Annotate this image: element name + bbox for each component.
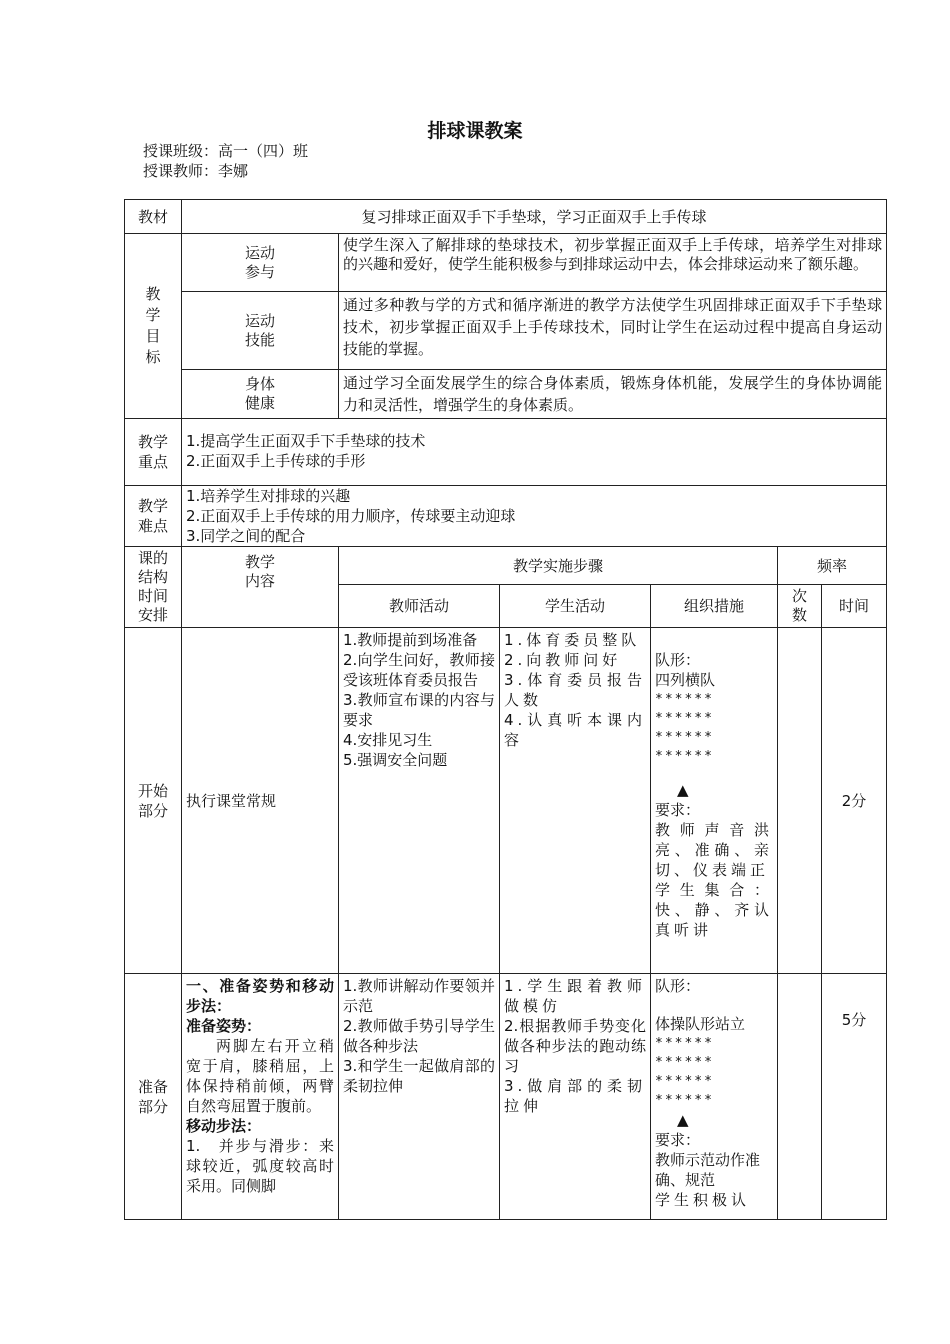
difficulty-item: 3.同学之间的配合 <box>186 527 306 545</box>
material-row <box>125 200 887 234</box>
organization-cell <box>651 628 778 974</box>
lesson-row <box>125 628 887 974</box>
header-teacher-activity: 教师活动 <box>339 585 500 628</box>
teacher-step: 1.教师讲解动作要领并示范 <box>343 977 495 1015</box>
teacher-info: 授课教师：李娜 <box>143 162 249 180</box>
content-subheading: 移动步法： <box>186 1117 262 1135</box>
requirement-text: 学生集合：快、静、齐认真听讲 <box>655 881 773 939</box>
goal-row <box>125 234 887 292</box>
header-count: 次数 <box>778 585 822 628</box>
teacher-position-marker: ▲ <box>677 1111 689 1129</box>
focus-row <box>125 419 887 486</box>
requirement-text: 教师声音洪亮、准确、亲切、仪表端正 <box>655 821 773 879</box>
goals-label: 教学目标 <box>125 234 182 419</box>
header-organization: 组织措施 <box>651 585 778 628</box>
content-paragraph: 1. 并步与滑步：来球较近，弧度较高时采用。同侧脚 <box>186 1137 334 1195</box>
header-content: 教学内容 <box>182 547 339 628</box>
header-time: 时间 <box>822 585 887 628</box>
goal-name: 身体健康 <box>182 370 339 419</box>
time-cell: 2分 <box>822 628 887 974</box>
formation-stars: ****** <box>655 692 714 707</box>
requirement-text: 教师示范动作准确、规范 <box>655 1151 761 1189</box>
formation-value: 四列横队 <box>655 671 716 689</box>
formation-value: 体操队形站立 <box>655 1015 746 1033</box>
formation-stars: ****** <box>655 1093 714 1108</box>
section-content <box>182 974 339 1220</box>
count-cell <box>778 974 822 1220</box>
lesson-plan-table <box>124 199 887 1220</box>
formation-stars: ****** <box>655 1074 714 1089</box>
student-step: 2.根据教师手势变化做各种步法的跑动练习 <box>504 1017 646 1075</box>
time-cell: 5分 <box>822 974 887 1220</box>
header-frequency: 频率 <box>778 547 887 585</box>
formation-label: 队形： <box>655 651 701 669</box>
focus-item: 2.正面双手上手传球的手形 <box>186 452 366 470</box>
formation-label: 队形： <box>655 977 701 995</box>
formation-stars: ****** <box>655 711 714 726</box>
student-step: 1.体育委员整队 <box>504 631 641 649</box>
teacher-step: 5.强调安全问题 <box>343 751 448 769</box>
difficulty-item: 1.培养学生对排球的兴趣 <box>186 487 351 505</box>
section-content: 执行课堂常规 <box>182 628 339 974</box>
teacher-step: 3.教师宣布课的内容与要求 <box>343 691 495 729</box>
student-step: 1.学生跟着教师做模仿 <box>504 977 646 1015</box>
difficulty-item: 2.正面双手上手传球的用力顺序，传球要主动迎球 <box>186 507 516 525</box>
content-heading: 一、准备姿势和移动步法： <box>186 977 334 1015</box>
material-label: 教材 <box>125 200 182 234</box>
difficulty-label: 教学难点 <box>125 486 182 547</box>
teacher-position-marker: ▲ <box>677 781 689 799</box>
goal-row <box>125 370 887 419</box>
student-step: 3.做肩部的柔韧拉伸 <box>504 1077 646 1115</box>
lesson-row <box>125 974 887 1220</box>
student-step: 4.认真听本课内容 <box>504 711 646 749</box>
teacher-step: 2.教师做手势引导学生做各种步法 <box>343 1017 495 1055</box>
focus-item: 1.提高学生正面双手下手垫球的技术 <box>186 432 426 450</box>
formation-stars: ****** <box>655 1055 714 1070</box>
header-row <box>125 547 887 585</box>
focus-items <box>182 419 887 486</box>
material-value: 复习排球正面双手下手垫球，学习正面双手上手传球 <box>182 200 887 234</box>
requirement-label: 要求： <box>655 1131 701 1149</box>
student-activity <box>500 974 651 1220</box>
formation-stars: ****** <box>655 1036 714 1051</box>
focus-label: 教学重点 <box>125 419 182 486</box>
student-step: 2.向教师问好 <box>504 651 622 669</box>
count-cell <box>778 628 822 974</box>
requirement-label: 要求： <box>655 801 701 819</box>
goal-text: 使学生深入了解排球的垫球技术，初步掌握正面双手上手传球，培养学生对排球的兴趣和爱好，使学生能积极参与到排球运动中去，体会排球运动来了额乐趣。 <box>339 234 887 292</box>
teacher-activity <box>339 974 500 1220</box>
document-title: 排球课教案 <box>427 120 523 142</box>
content-paragraph: 两脚左右开立稍宽于肩，膝稍屈，上体保持稍前倾，两臂自然弯屈置于腹前。 <box>186 1037 334 1115</box>
teacher-step: 3.和学生一起做肩部的柔韧拉伸 <box>343 1057 495 1095</box>
goal-name: 运动参与 <box>182 234 339 292</box>
class-info: 授课班级：高一（四）班 <box>143 142 309 160</box>
goal-name: 运动技能 <box>182 292 339 370</box>
section-label: 开始部分 <box>125 628 182 974</box>
header-steps: 教学实施步骤 <box>339 547 778 585</box>
student-activity <box>500 628 651 974</box>
formation-stars: ****** <box>655 749 714 764</box>
formation-stars: ****** <box>655 730 714 745</box>
header-student-activity: 学生活动 <box>500 585 651 628</box>
teacher-activity <box>339 628 500 974</box>
teacher-step: 4.安排见习生 <box>343 731 433 749</box>
content-subheading: 准备姿势： <box>186 1017 262 1035</box>
goal-row <box>125 292 887 370</box>
teacher-step: 2.向学生问好，教师接受该班体育委员报告 <box>343 651 495 689</box>
requirement-text: 学生积极认 <box>655 1191 751 1209</box>
goal-text: 通过多种教与学的方式和循序渐进的教学方法使学生巩固排球正面双手下手垫球技术，初步掌握正面双手上手传球技术，同时让学生在运动过程中提高自身运动技能的掌握。 <box>339 292 887 370</box>
organization-cell <box>651 974 778 1220</box>
teacher-step: 1.教师提前到场准备 <box>343 631 478 649</box>
goal-text: 通过学习全面发展学生的综合身体素质，锻炼身体机能，发展学生的身体协调能力和灵活性，增强学生的身体素质。 <box>339 370 887 419</box>
section-label: 准备部分 <box>125 974 182 1220</box>
header-structure: 课的结构时间安排 <box>125 547 182 628</box>
difficulty-row <box>125 486 887 547</box>
student-step: 3.体育委员报告人数 <box>504 671 646 709</box>
difficulty-items <box>182 486 887 547</box>
